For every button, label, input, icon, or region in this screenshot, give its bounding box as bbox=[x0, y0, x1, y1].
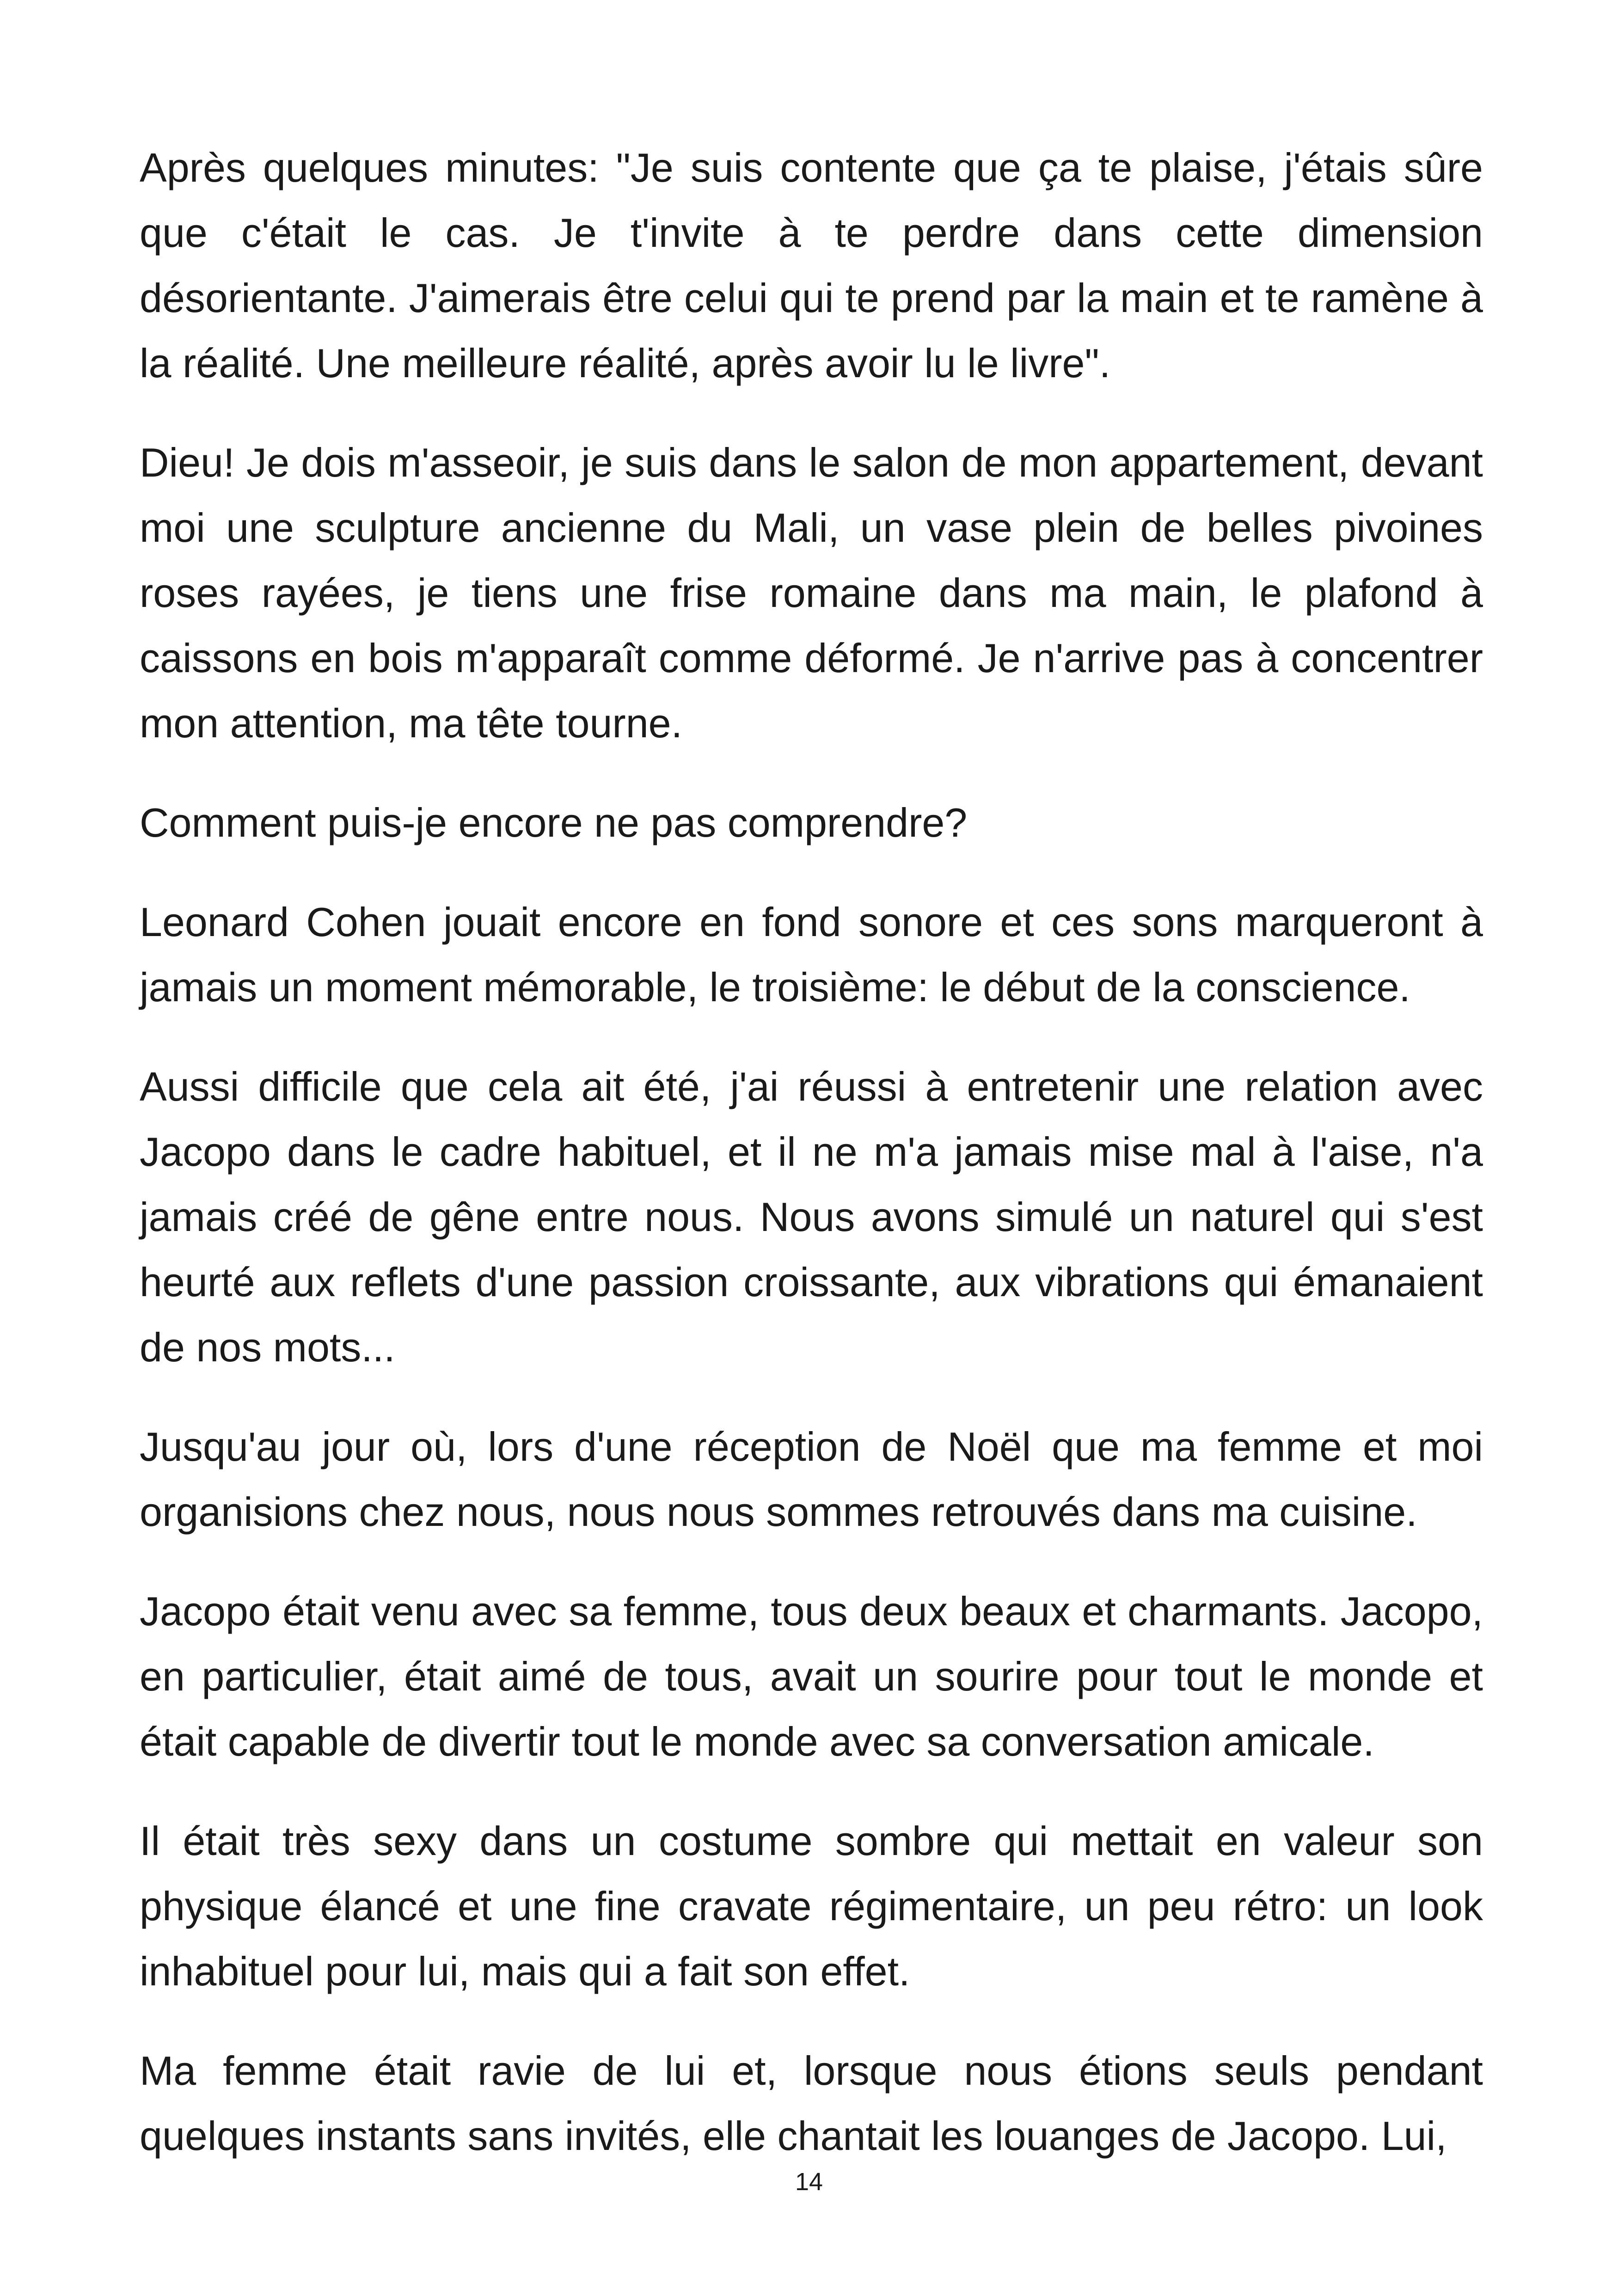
paragraph-4: Leonard Cohen jouait encore en fond sonore et ces sons marqueront à jamais un moment mémorable, le troisième: le début de la conscience. bbox=[140, 899, 1483, 1010]
paragraph-6: Jusqu'au jour où, lors d'une réception de Noël que ma femme et moi organisions chez nous, nous nous sommes retrouvés dans ma cuisine. bbox=[140, 1424, 1483, 1535]
paragraph-1: Après quelques minutes: "Je suis contente que ça te plaise, j'étais sûre que c'était le cas. Je t'invite à te perdre dans cette dimension désorientante. J'aimerais être celui qui te prend par la main et te ramène à la réalité. Une meilleure réalité, après avoir lu le livre". bbox=[140, 145, 1483, 386]
paragraph-7: Jacopo était venu avec sa femme, tous deux beaux et charmants. Jacopo, en particulier, était aimé de tous, avait un sourire pour tout le monde et était capable de divertir tout le monde avec sa conversation amicale. bbox=[140, 1588, 1483, 1764]
paragraph-2: Dieu! Je dois m'asseoir, je suis dans le salon de mon appartement, devant moi une sculpture ancienne du Mali, un vase plein de belles pivoines roses rayées, je tiens une frise romaine dans ma main, le plafond à caissons en bois m'apparaît comme déformé. Je n'arrive pas à concentrer mon attention, ma tête tourne. bbox=[140, 440, 1483, 746]
paragraph-9: Ma femme était ravie de lui et, lorsque nous étions seuls pendant quelques instants sans invités, elle chantait les louanges de Jacopo. Lui, bbox=[140, 2048, 1483, 2159]
paragraph-8: Il était très sexy dans un costume sombre qui mettait en valeur son physique élancé et une fine cravate régimentaire, un peu rétro: un look inhabituel pour lui, mais qui a fait son effet. bbox=[140, 1818, 1483, 1994]
paragraph-3: Comment puis-je encore ne pas comprendre? bbox=[140, 800, 968, 845]
text-body bbox=[140, 135, 1483, 2203]
page-number: 14 bbox=[795, 2168, 823, 2196]
paragraph-5: Aussi difficile que cela ait été, j'ai réussi à entretenir une relation avec Jacopo dans le cadre habituel, et il ne m'a jamais mise mal à l'aise, n'a jamais créé de gêne entre nous. Nous avons simulé un naturel qui s'est heurté aux reflets d'une passion croissante, aux vibrations qui émanaient de nos mots... bbox=[140, 1064, 1483, 1370]
